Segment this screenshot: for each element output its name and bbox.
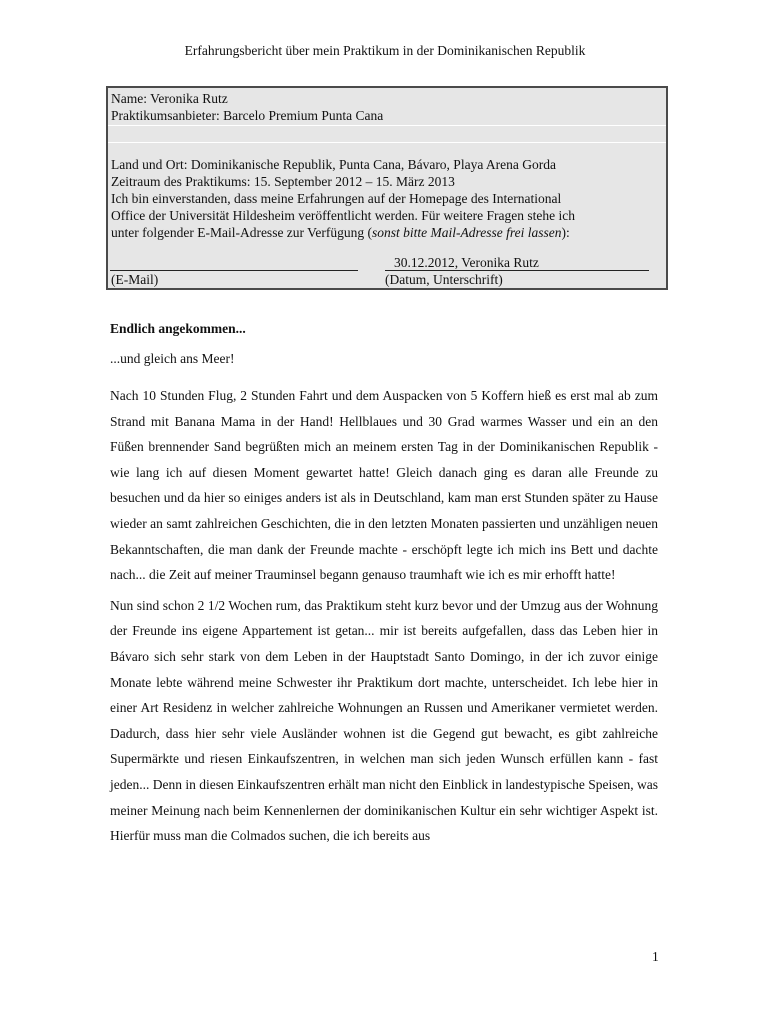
signature-row bbox=[108, 254, 666, 288]
location-line: Land und Ort: Dominikanische Republik, Punta Cana, Bávaro, Playa Arena Gorda bbox=[111, 157, 557, 172]
consent-line-2: Office der Universität Hildesheim veröffentlicht werden. Für weitere Fragen stehe ich bbox=[111, 208, 575, 223]
email-label: (E-Mail) bbox=[111, 272, 159, 287]
paragraph-2: Nun sind schon 2 1/2 Wochen rum, das Praktikum steht kurz bevor und der Umzug aus der Wohnung der Freunde ins eigene Appartement ist getan... mir ist bereits aufgefallen, dass das Leben hier in Bávaro sich sehr stark von dem Leben in der Hauptstadt Santo Domingo, in der ich zuvor einige Monate lebte während meine Schwester ihr Praktikum dort machte, unterscheidet. Ich lebe hier in einer Art Residenz in welcher zahlreiche Wohnungen an Russen und Amerikaner vermietet werden. Dadurch, dass hier sehr viele Ausländer wohnen ist die Gegend gut bewacht, es gibt zahlreiche Supermärkte und riesen Einkaufszentren, in welchen man sich jeden Wunsch erfüllen kann - fast jeden... Denn in diesen Einkaufszentren erhält man nicht den Einblick in landestypische Speisen, was meiner Meinung nach beim Kennenlernen der dominikanischen Kultur ein sehr wichtiger Aspekt ist. Hierfür muss man die Colmados suchen, die ich bereits aus bbox=[110, 597, 658, 844]
date-signature-value: 30.12.2012, Veronika Rutz bbox=[394, 255, 539, 270]
date-signature-label: (Datum, Unterschrift) bbox=[385, 272, 503, 287]
row-divider bbox=[108, 125, 666, 126]
period-line: Zeitraum des Praktikums: 15. September 2012 – 15. März 2013 bbox=[111, 174, 455, 189]
section-subtitle: ...und gleich ans Meer! bbox=[110, 351, 235, 366]
report-body bbox=[110, 320, 658, 854]
consent-line-3 bbox=[111, 224, 570, 241]
info-box bbox=[106, 86, 668, 290]
page-number: 1 bbox=[652, 949, 659, 964]
paragraph-1: Nach 10 Stunden Flug, 2 Stunden Fahrt und dem Auspacken von 5 Koffern hieß es erst mal ab zum Strand mit Banana Mama in der Hand! Hellblaues und 30 Grad warmes Wasser und ein an den Füßen brennender Sand begrüßten mich an meinem ersten Tag in der Dominikanischen Republik - wie lang ich auf diesen Moment gewartet hatte! Gleich danach ging es daran alle Freunde zu besuchen und da hier so einiges anders ist als in Deutschland, kam man erst Stunden später zu Hause wieder an samt zahlreichen Geschichten, die in den letzten Monaten passierten und unzähligen neuen Bekanntschaften, die man dank der Freunde machte - erschöpft legte ich mich ins Bett und dachte nach... die Zeit auf meiner Trauminsel begann genauso traumhaft wie ich es mir erhofft hatte! bbox=[110, 388, 658, 583]
consent-line-1: Ich bin einverstanden, dass meine Erfahrungen auf der Homepage des International bbox=[111, 191, 562, 206]
section-title: Endlich angekommen... bbox=[110, 321, 246, 336]
provider-line: Praktikumsanbieter: Barcelo Premium Punta Cana bbox=[111, 108, 384, 123]
consent-line-3-suffix: ): bbox=[561, 225, 570, 240]
name-line: Name: Veronika Rutz bbox=[111, 91, 228, 106]
row-divider bbox=[108, 142, 666, 143]
consent-line-3-italic: sonst bitte Mail-Adresse frei lassen bbox=[372, 225, 562, 240]
consent-line-3-prefix: unter folgender E-Mail-Adresse zur Verfügung ( bbox=[111, 225, 373, 240]
running-header: Erfahrungsbericht über mein Praktikum in der Dominikanischen Republik bbox=[184, 43, 586, 58]
